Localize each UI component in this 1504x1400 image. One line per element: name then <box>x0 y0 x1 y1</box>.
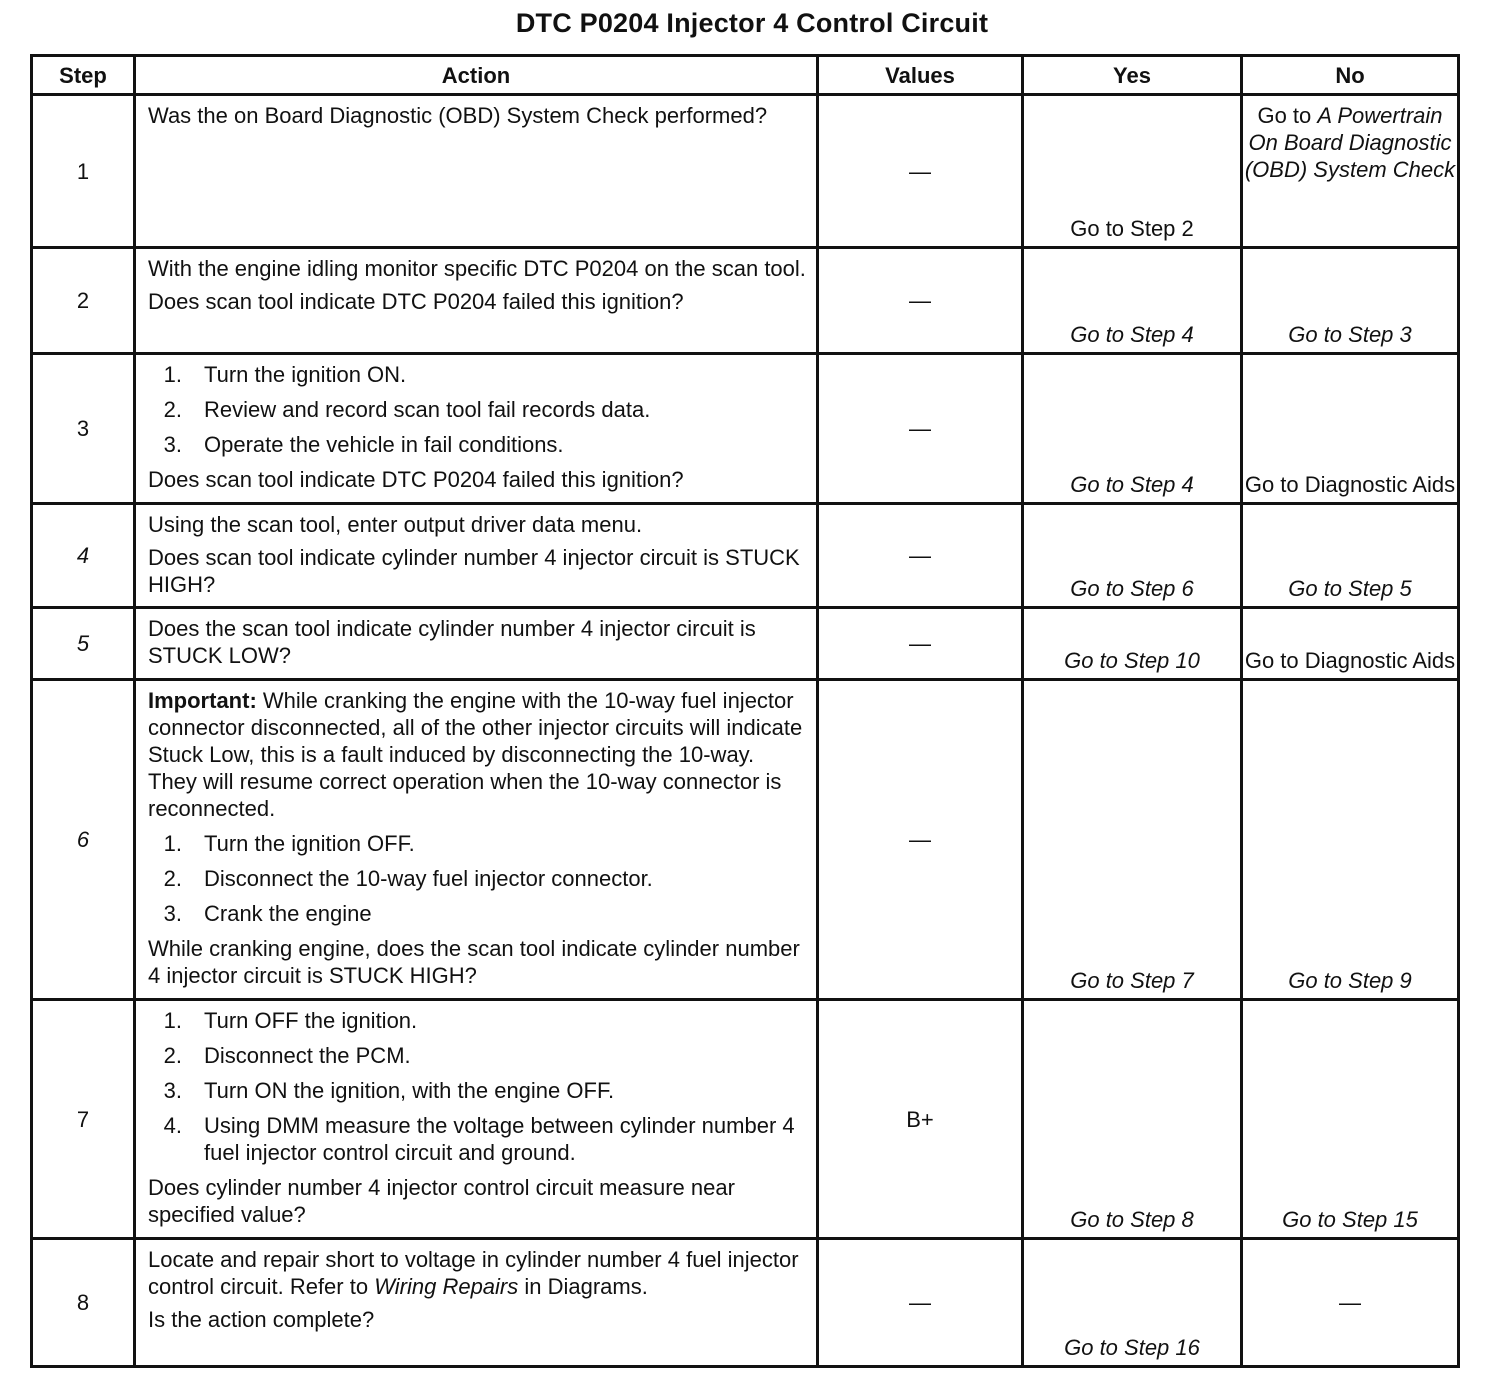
step-number: 2 <box>32 248 135 354</box>
action-text: Does the scan tool indicate cylinder number 4 injector circuit is STUCK LOW? <box>148 616 756 668</box>
table-row <box>32 608 1459 680</box>
yes-cell: Go to Step 4 <box>1023 248 1242 354</box>
action-question: Does scan tool indicate cylinder number 4 injector circuit is STUCK HIGH? <box>148 545 800 597</box>
table-row <box>32 680 1459 1000</box>
no-cell: Go to Diagnostic Aids <box>1242 608 1459 680</box>
action-text: Using the scan tool, enter output driver data menu. <box>148 512 643 537</box>
step-number: 6 <box>32 680 135 1000</box>
action-question: Does cylinder number 4 injector control circuit measure near specified value? <box>148 1175 735 1227</box>
no-cell: Go to Step 9 <box>1242 680 1459 1000</box>
list-item: 1. Turn OFF the ignition. <box>163 1008 418 1033</box>
action-steps <box>148 830 806 927</box>
value-cell: — <box>818 608 1023 680</box>
yes-cell: Go to Step 8 <box>1023 1000 1242 1239</box>
value-cell: B+ <box>818 1000 1023 1239</box>
yes-cell: Go to Step 16 <box>1023 1239 1242 1367</box>
yes-cell: Go to Step 2 <box>1023 95 1242 248</box>
no-cell <box>1242 95 1459 248</box>
step-number: 3 <box>32 354 135 504</box>
list-item: 2. Review and record scan tool fail records data. <box>163 397 651 422</box>
action-cell <box>135 608 818 680</box>
value-cell: — <box>818 354 1023 504</box>
list-item: 3. Turn ON the ignition, with the engine OFF. <box>163 1078 615 1103</box>
action-cell <box>135 95 818 248</box>
header-action: Action <box>135 56 818 95</box>
yes-cell: Go to Step 6 <box>1023 504 1242 608</box>
yes-cell: Go to Step 7 <box>1023 680 1242 1000</box>
list-item: 3. Operate the vehicle in fail conditions. <box>163 432 564 457</box>
list-item: 1. Turn the ignition ON. <box>163 362 407 387</box>
action-cell <box>135 248 818 354</box>
diagnostic-table <box>30 54 1460 1368</box>
value-cell: — <box>818 504 1023 608</box>
header-step: Step <box>32 56 135 95</box>
step-number: 1 <box>32 95 135 248</box>
no-cell: — <box>1242 1239 1459 1367</box>
action-question: Does scan tool indicate DTC P0204 failed this ignition? <box>148 289 684 314</box>
table-row <box>32 95 1459 248</box>
no-prefix: Go to <box>1257 103 1318 128</box>
no-cell: Go to Diagnostic Aids <box>1242 354 1459 504</box>
action-steps <box>148 361 806 458</box>
no-cell: Go to Step 3 <box>1242 248 1459 354</box>
list-item: 2. Disconnect the 10-way fuel injector connector. <box>163 866 653 891</box>
value-cell: — <box>818 95 1023 248</box>
action-cell <box>135 354 818 504</box>
list-item: 2. Disconnect the PCM. <box>163 1043 411 1068</box>
list-item: 1. Turn the ignition OFF. <box>163 831 415 856</box>
yes-cell: Go to Step 10 <box>1023 608 1242 680</box>
yes-cell: Go to Step 4 <box>1023 354 1242 504</box>
value-cell: — <box>818 1239 1023 1367</box>
table-row <box>32 248 1459 354</box>
action-text: Locate and repair short to voltage in cylinder number 4 fuel injector control circuit. Refer to Wiring Repairs in Diagrams. <box>148 1247 799 1299</box>
table-row <box>32 1239 1459 1367</box>
action-question: While cranking engine, does the scan tool indicate cylinder number 4 injector circuit is STUCK HIGH? <box>148 936 800 988</box>
action-cell <box>135 1000 818 1239</box>
no-link: A Powertrain On Board Diagnostic (OBD) System Check <box>1244 103 1456 182</box>
value-cell: — <box>818 248 1023 354</box>
important-note: Important: While cranking the engine with the 10-way fuel injector connector disconnected, all of the other injector circuits will indicate Stuck Low, this is a fault induced by disconnecting the 10-way. They will resume correct operation when the 10-way connector is reconnected. <box>148 688 803 821</box>
no-cell: Go to Step 5 <box>1242 504 1459 608</box>
table-row <box>32 1000 1459 1239</box>
action-text: With the engine idling monitor specific DTC P0204 on the scan tool. <box>148 256 806 281</box>
action-cell <box>135 1239 818 1367</box>
table-row <box>32 354 1459 504</box>
value-cell: — <box>818 680 1023 1000</box>
step-number: 8 <box>32 1239 135 1367</box>
action-text: Was the on Board Diagnostic (OBD) System Check performed? <box>148 103 768 128</box>
step-number: 7 <box>32 1000 135 1239</box>
step-number: 5 <box>32 608 135 680</box>
header-row <box>32 56 1459 95</box>
table-row <box>32 504 1459 608</box>
page-title: DTC P0204 Injector 4 Control Circuit <box>515 8 989 38</box>
action-cell <box>135 504 818 608</box>
action-question: Is the action complete? <box>148 1307 375 1332</box>
list-item: 3. Crank the engine <box>163 901 372 926</box>
header-values: Values <box>818 56 1023 95</box>
header-no: No <box>1242 56 1459 95</box>
action-cell <box>135 680 818 1000</box>
action-question: Does scan tool indicate DTC P0204 failed this ignition? <box>148 467 684 492</box>
header-yes: Yes <box>1023 56 1242 95</box>
no-cell: Go to Step 15 <box>1242 1000 1459 1239</box>
wiring-repairs-ref: Wiring Repairs <box>374 1274 519 1299</box>
step-number: 4 <box>32 504 135 608</box>
list-item: 4. Using DMM measure the voltage between cylinder number 4 fuel injector control circuit and ground. <box>163 1113 795 1165</box>
action-steps <box>148 1007 806 1166</box>
